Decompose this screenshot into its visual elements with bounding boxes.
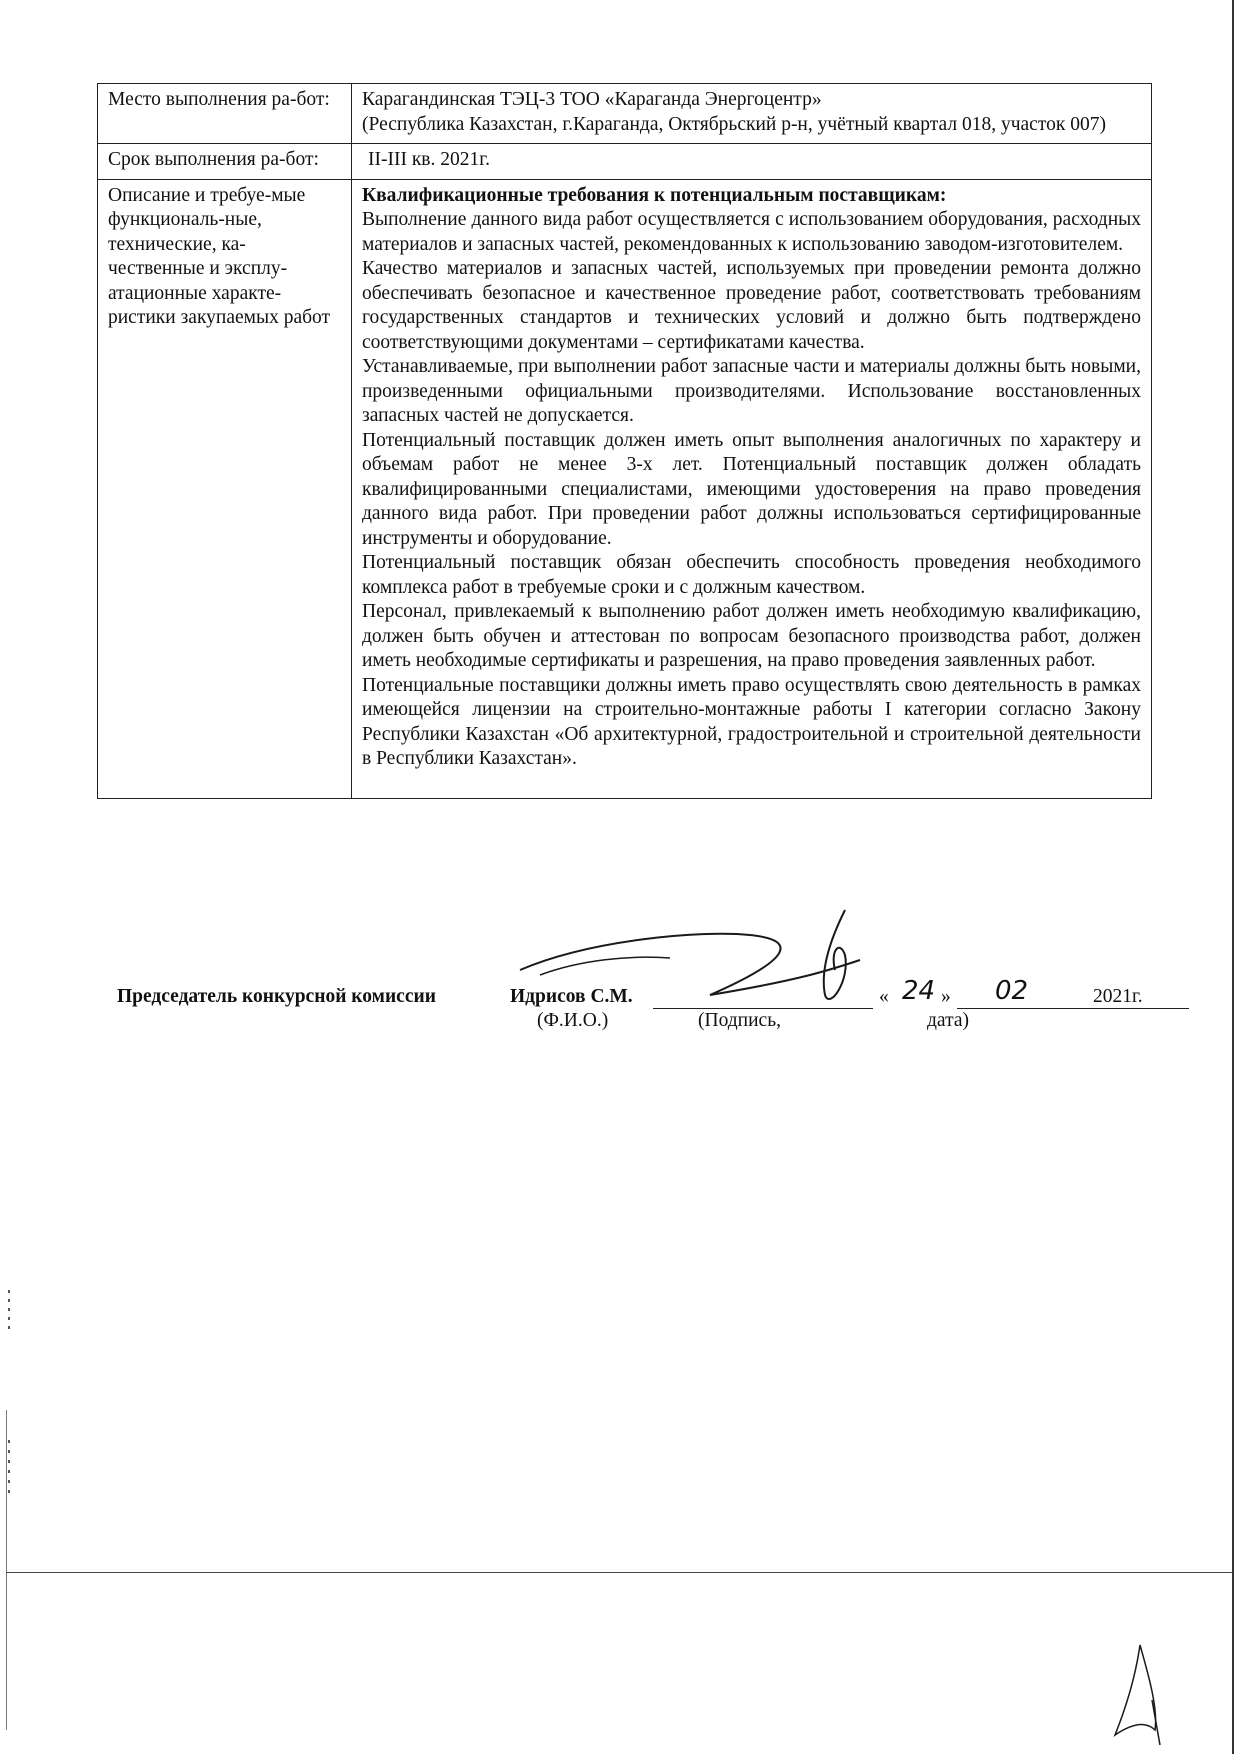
- chairman-title: Председатель конкурсной комиссии: [117, 986, 436, 1007]
- caption-signature: (Подпись,: [698, 1010, 781, 1031]
- edge-dots: [8, 1440, 10, 1500]
- footer-divider: [6, 1572, 1232, 1573]
- paragraph-7: Потенциальные поставщики должны иметь право осуществлять свою деятельность в рамках имеющейся лицензии на строительно-монтажные работы I категории согласно Закону Республики Казахстан «Об архитектурной, градостроительной и строительной деятельности в Республики Казахстан».: [362, 674, 1141, 769]
- date-line: [957, 1008, 1189, 1009]
- paragraph-6: Персонал, привлекаемый к выполнению работ должен иметь необходимую квалификацию, должен быть обучен и аттестован по вопросам безопасного производства работ, должен иметь необходимые сертификаты и разрешения, на право проведения заявленных работ.: [362, 601, 1141, 671]
- value-description: [352, 179, 1152, 798]
- paragraph-5: Потенциальный поставщик обязан обеспечить способность проведения необходимого комплекса работ в требуемые сроки и с должным качеством.: [362, 552, 1141, 598]
- caption-date: дата): [927, 1010, 969, 1031]
- label-location: Место выполнения ра-бот:: [98, 84, 352, 144]
- label-description: Описание и требуе-мые функциональ-ные, технические, ка-чественные и эксплу-атационные характе-ристики закупаемых работ: [98, 179, 352, 798]
- paragraph-4: Потенциальный поставщик должен иметь опыт выполнения аналогичных по характеру и объемам работ не менее 3-х лет. Потенциальный поставщик должен обладать квалифицированными специалистами, имеющими удостоверения на право проведения данного вида работ. При проведении работ должны использоваться сертифицированные инструменты и оборудование.: [362, 429, 1141, 549]
- chairman-name: Идрисов С.М.: [510, 986, 633, 1007]
- table-row-location: [98, 84, 1152, 144]
- requirements-table: [97, 83, 1152, 799]
- paragraph-1: Выполнение данного вида работ осуществляется с использованием оборудования, расходных материалов и запасных частей, рекомендованных к использованию заводом-изготовителем.: [362, 209, 1141, 255]
- value-location: [352, 84, 1152, 144]
- edge-dots-upper: [8, 1290, 10, 1330]
- handwritten-signature-icon: [500, 900, 880, 1010]
- page-edge-right: [1232, 0, 1234, 1754]
- date-month: 02: [995, 976, 1029, 1006]
- paragraph-2: Качество материалов и запасных частей, используемых при проведении ремонта должно обеспечивать безопасное и качественное проведение работ, соответствовать требованиям государственных стандартов и технических условий и должно быть подтверждено соответствующими документами – сертификатами качества.: [362, 258, 1141, 353]
- date-day: 24: [902, 976, 936, 1006]
- caption-fio: (Ф.И.О.): [537, 1010, 609, 1031]
- corner-initials-mark-icon: [1100, 1640, 1170, 1750]
- page-edge-left: [6, 1410, 7, 1730]
- date-year: 2021г.: [1093, 986, 1143, 1007]
- location-line-1: Карагандинская ТЭЦ-3 ТОО «Караганда Энергоцентр»: [362, 89, 822, 110]
- date-quote-close: »: [941, 986, 951, 1007]
- location-line-2: (Республика Казахстан, г.Караганда, Октябрьский р-н, учётный квартал 018, участок 007): [362, 113, 1106, 135]
- label-term: Срок выполнения ра-бот:: [98, 144, 352, 180]
- qualification-heading: Квалификационные требования к потенциальным поставщикам:: [362, 184, 947, 206]
- value-term: [352, 144, 1152, 180]
- table-row-description: [98, 179, 1152, 798]
- table-row-term: [98, 144, 1152, 180]
- paragraph-3: Устанавливаемые, при выполнении работ запасные части и материалы должны быть новыми, произведенными официальными производителями. Использование восстановленных запасных частей не допускается.: [362, 356, 1141, 426]
- date-quote-open: «: [879, 986, 889, 1007]
- term-value: II-III кв. 2021г.: [368, 149, 490, 170]
